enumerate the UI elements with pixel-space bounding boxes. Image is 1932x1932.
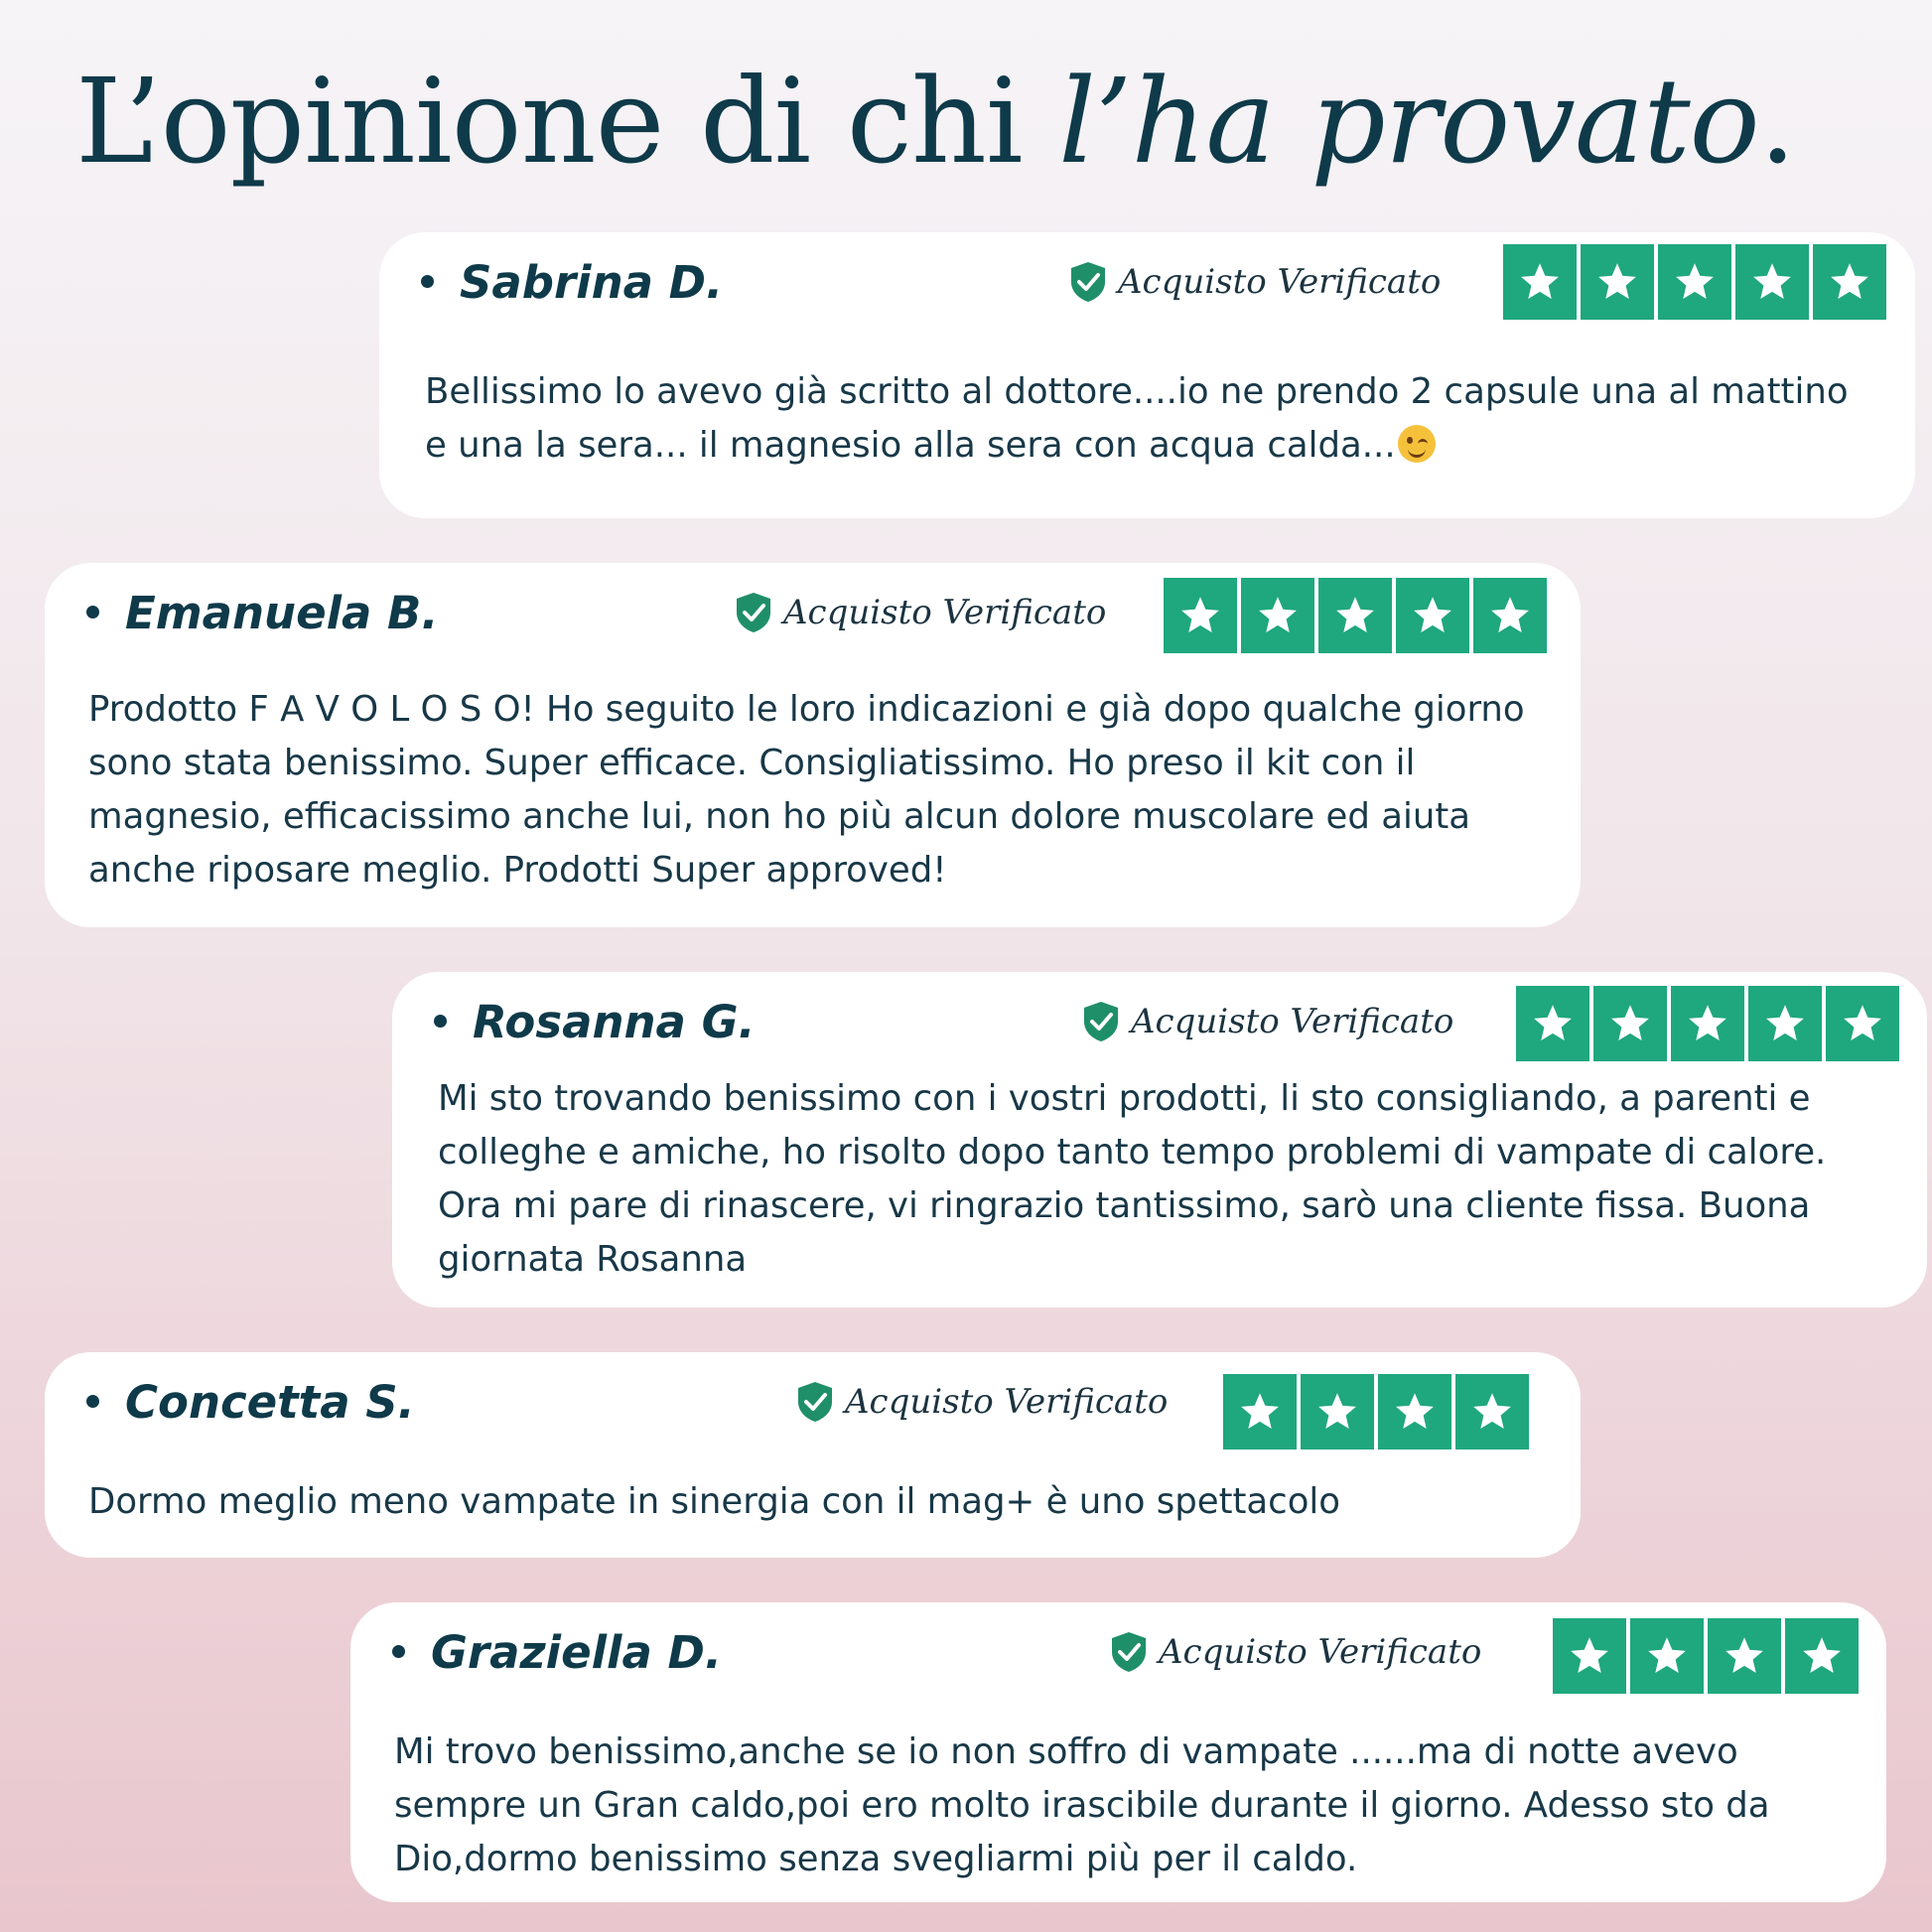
review-text	[425, 365, 1855, 473]
star-icon	[1593, 986, 1667, 1061]
review-card	[45, 563, 1581, 927]
verified-badge	[1081, 1000, 1453, 1043]
star-icon	[1318, 578, 1392, 653]
shield-check-icon	[795, 1380, 835, 1424]
verified-badge	[734, 591, 1106, 634]
verified-label: Acquisto Verificato	[1159, 1632, 1482, 1672]
review-text: Mi trovo benissimo,anche se io non soffro di vampate ......ma di notte avevo sempre un Gran caldo,poi ero molto irascibile durante il giorno. Adesso sto da Dio,dormo benissimo senza svegliarmi più per il caldo.	[394, 1731, 1770, 1879]
review-card	[350, 1602, 1886, 1902]
title-regular: L’opinione di chi	[75, 53, 1059, 190]
review-header	[45, 1352, 1581, 1461]
review-header	[350, 1602, 1886, 1712]
star-icon	[1708, 1618, 1781, 1694]
verified-label: Acquisto Verificato	[845, 1382, 1169, 1422]
review-card	[392, 972, 1927, 1308]
star-icon	[1630, 1618, 1704, 1694]
reviewer-name: Concetta S.	[86, 1378, 415, 1428]
review-card	[379, 232, 1915, 518]
star-icon	[1396, 578, 1469, 653]
verified-label: Acquisto Verificato	[783, 593, 1107, 632]
star-icon	[1301, 1374, 1374, 1449]
star-icon	[1241, 578, 1314, 653]
review-text: Mi sto trovando benissimo con i vostri prodotti, li sto consigliando, a parenti e colleghe e amiche, ho risolto dopo tanto tempo problemi di vampate di calore. Ora mi pare di rinascere, vi ringrazio tantissimo, sarò una cliente fissa. Buona giornata Rosanna	[438, 1078, 1827, 1280]
star-icon	[1553, 1618, 1626, 1694]
star-rating	[1223, 1374, 1529, 1449]
star-icon	[1516, 986, 1589, 1061]
star-rating	[1164, 578, 1547, 653]
winking-face-icon	[1398, 425, 1436, 463]
verified-label: Acquisto Verificato	[1118, 262, 1442, 302]
shield-check-icon	[1068, 260, 1108, 304]
review-text: Dormo meglio meno vampate in sinergia con il mag+ è uno spettacolo	[88, 1481, 1340, 1522]
star-icon	[1826, 986, 1899, 1061]
title-italic: l’ha provato	[1058, 53, 1759, 190]
star-icon	[1813, 244, 1886, 320]
star-icon	[1735, 244, 1809, 320]
verified-label: Acquisto Verificato	[1131, 1002, 1454, 1041]
verified-badge	[1109, 1630, 1481, 1674]
review-card	[45, 1352, 1581, 1558]
shield-check-icon	[1109, 1630, 1149, 1674]
shield-check-icon	[734, 591, 773, 634]
star-rating	[1553, 1618, 1859, 1694]
review-text: Prodotto F A V O L O S O! Ho seguito le loro indicazioni e già dopo qualche giorno sono stata benissimo. Super efficace. Consigliatissimo. Ho preso il kit con il magnesio, efficacissimo anche lui, non ho più alcun dolore muscolare ed aiuta anche riposare meglio. Prodotti Super approved!	[88, 689, 1525, 891]
shield-check-icon	[1081, 1000, 1121, 1043]
star-icon	[1378, 1374, 1451, 1449]
star-rating	[1516, 986, 1899, 1061]
verified-badge	[795, 1380, 1168, 1424]
reviewer-name: Rosanna G.	[434, 998, 756, 1047]
reviewer-name: Sabrina D.	[421, 258, 723, 308]
star-icon	[1581, 244, 1654, 320]
review-text-content: Bellissimo lo avevo già scritto al dottore....io ne prendo 2 capsule una al mattino e una la sera... il magnesio alla sera con acqua calda...	[425, 371, 1849, 466]
title-end: .	[1758, 53, 1796, 190]
verified-badge	[1068, 260, 1441, 304]
star-icon	[1658, 244, 1731, 320]
reviewer-name: Emanuela B.	[86, 589, 438, 638]
star-icon	[1223, 1374, 1297, 1449]
star-icon	[1748, 986, 1822, 1061]
star-rating	[1503, 244, 1886, 320]
page-title	[75, 52, 1795, 193]
star-icon	[1164, 578, 1237, 653]
star-icon	[1473, 578, 1547, 653]
star-icon	[1455, 1374, 1529, 1449]
reviewer-name: Graziella D.	[392, 1628, 722, 1678]
star-icon	[1671, 986, 1744, 1061]
review-header	[392, 972, 1927, 1081]
star-icon	[1785, 1618, 1859, 1694]
review-header	[379, 232, 1915, 342]
star-icon	[1503, 244, 1577, 320]
review-header	[45, 563, 1581, 672]
